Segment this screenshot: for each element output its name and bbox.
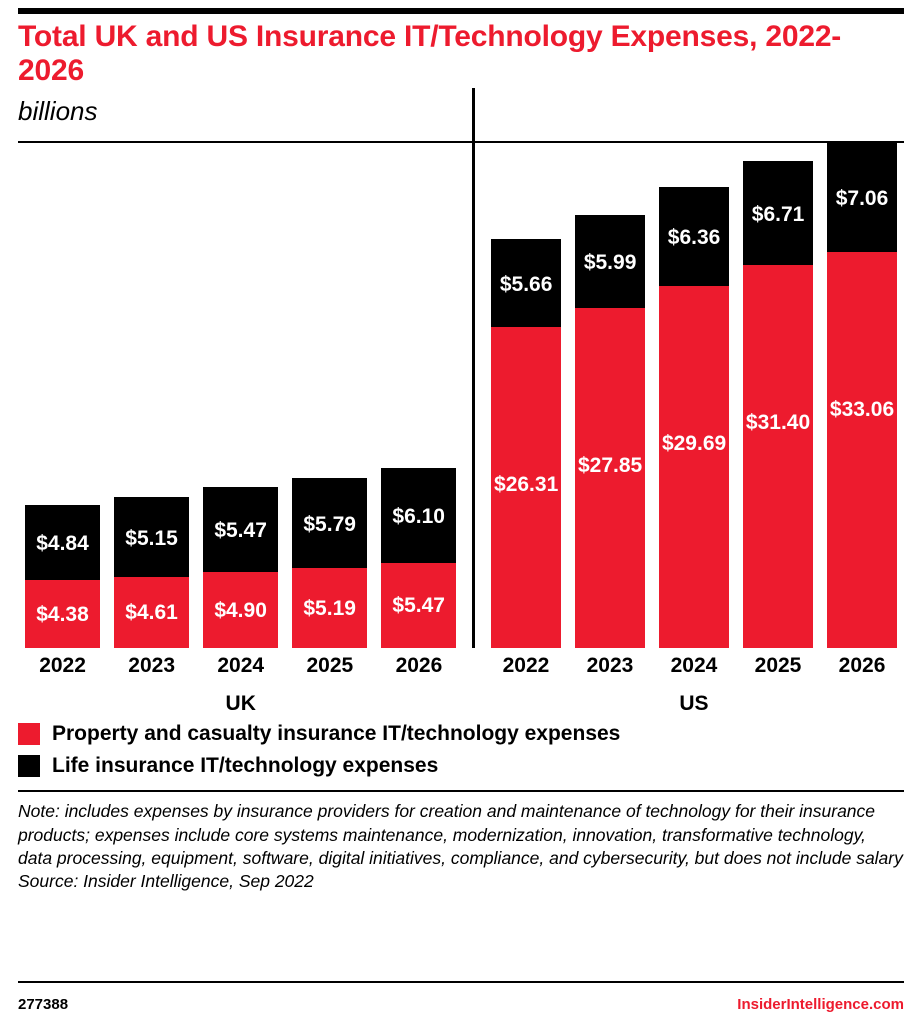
note-divider [18, 790, 904, 792]
segment-life-uk-2025[interactable] [292, 478, 367, 568]
segment-label: $5.47 [392, 594, 445, 618]
segment-label-wrap [575, 455, 645, 476]
x-tick-row-us [484, 648, 904, 678]
plot-area [18, 143, 904, 648]
bar-column-uk-2026[interactable] [374, 143, 463, 648]
segment-life-uk-2022[interactable] [25, 505, 100, 580]
segment-label: $7.06 [835, 187, 889, 211]
bar-chart [18, 143, 904, 718]
x-tick-us-2024: 2024 [670, 654, 718, 678]
segment-life-us-2026[interactable] [827, 143, 897, 251]
x-tick-us-2023: 2023 [586, 654, 634, 678]
segment-label: $5.99 [583, 251, 637, 275]
segment-pc-us-2023[interactable] [575, 308, 645, 648]
segment-pc-uk-2025[interactable] [292, 568, 367, 648]
group-us [484, 143, 904, 648]
group-uk [18, 143, 463, 648]
bar-column-uk-2022[interactable] [18, 143, 107, 648]
chart-note: Note: includes expenses by insurance providers for creation and maintenance of technology for their insurance products; expenses include core systems maintenance, modernization, innovation, transformative technology, data processing, equipment, software, digital initiatives, compliance, and cybersecurity, but does not include salary [18, 801, 903, 868]
x-axis [18, 648, 904, 718]
bar-column-uk-2024[interactable] [196, 143, 285, 648]
segment-pc-us-2022[interactable] [491, 327, 561, 648]
segment-label: $5.66 [499, 272, 553, 296]
segment-label: $5.19 [303, 596, 356, 620]
segment-label: $31.40 [745, 411, 811, 435]
bar-column-uk-2025[interactable] [285, 143, 374, 648]
x-axis-group-uk [18, 648, 463, 716]
segment-label: $6.10 [392, 505, 445, 529]
segment-pc-uk-2022[interactable] [25, 580, 100, 648]
segment-pc-us-2025[interactable] [743, 265, 813, 648]
x-tick-us-2025: 2025 [754, 654, 802, 678]
legend-swatch-icon-pc [18, 723, 40, 745]
x-axis-group-us [484, 648, 904, 716]
x-tick-us-2022: 2022 [502, 654, 550, 678]
footer [18, 996, 904, 1013]
x-tick-uk-2024: 2024 [217, 654, 265, 678]
legend-label-life: Life insurance IT/technology expenses [52, 754, 439, 778]
bar-column-us-2023[interactable] [568, 143, 652, 648]
segment-label: $27.85 [577, 454, 643, 478]
x-tick-uk-2023: 2023 [128, 654, 175, 678]
segment-label: $29.69 [661, 432, 727, 456]
segment-life-uk-2026[interactable] [381, 468, 456, 563]
bar-column-uk-2023[interactable] [107, 143, 196, 648]
chart-source: Source: Insider Intelligence, Sep 2022 [18, 871, 314, 892]
segment-pc-us-2024[interactable] [659, 286, 729, 648]
bar-column-us-2025[interactable] [736, 143, 820, 648]
segment-life-uk-2023[interactable] [114, 497, 189, 577]
segment-pc-uk-2024[interactable] [203, 572, 278, 648]
segment-label: $33.06 [829, 397, 895, 421]
group-label-uk: UK [225, 692, 256, 716]
segment-label: $6.71 [751, 202, 805, 226]
legend-label-pc: Property and casualty insurance IT/technology expenses [52, 722, 621, 746]
x-tick-row-uk [18, 648, 463, 678]
segment-label: $26.31 [494, 473, 559, 497]
segment-label: $4.61 [125, 601, 178, 625]
group-label-us: US [679, 692, 709, 716]
segment-pc-uk-2026[interactable] [381, 563, 456, 648]
segment-label-wrap [491, 474, 561, 495]
segment-label-wrap [659, 433, 729, 454]
bar-column-us-2024[interactable] [652, 143, 736, 648]
segment-pc-uk-2023[interactable] [114, 577, 189, 648]
segment-label: $4.90 [214, 598, 267, 622]
legend [18, 722, 904, 778]
group-divider [472, 88, 475, 648]
segment-label: $5.47 [214, 519, 267, 543]
chart-id: 277388 [18, 996, 69, 1013]
segment-life-us-2022[interactable] [491, 239, 561, 327]
segment-label: $4.84 [36, 532, 89, 556]
x-tick-us-2026: 2026 [838, 654, 886, 678]
page-title: Total UK and US Insurance IT/Technology Expenses, 2022-2026 [18, 20, 842, 88]
segment-life-us-2024[interactable] [659, 187, 729, 286]
legend-swatch-icon-life [18, 755, 40, 777]
segment-life-us-2025[interactable] [743, 161, 813, 265]
segment-pc-us-2026[interactable] [827, 252, 897, 649]
segment-label: $4.38 [36, 602, 89, 626]
x-tick-uk-2025: 2025 [306, 654, 354, 678]
x-tick-uk-2026: 2026 [395, 654, 443, 678]
footer-divider [18, 981, 904, 983]
legend-item-pc[interactable] [18, 722, 904, 746]
legend-item-life[interactable] [18, 754, 904, 778]
x-tick-uk-2022: 2022 [39, 654, 86, 678]
bar-column-us-2022[interactable] [484, 143, 568, 648]
bar-groups [18, 143, 904, 648]
segment-life-uk-2024[interactable] [203, 487, 278, 572]
segment-label-wrap [827, 399, 897, 420]
segment-life-us-2023[interactable] [575, 215, 645, 308]
page-subtitle: billions [18, 96, 98, 127]
chart-header [18, 0, 904, 143]
top-divider [18, 8, 904, 14]
bar-column-us-2026[interactable] [820, 143, 904, 648]
segment-label: $6.36 [667, 226, 721, 250]
segment-label-wrap [743, 412, 813, 433]
brand-link[interactable]: InsiderIntelligence.com [737, 996, 904, 1013]
segment-label: $5.79 [303, 512, 356, 536]
segment-label: $5.15 [125, 526, 178, 550]
